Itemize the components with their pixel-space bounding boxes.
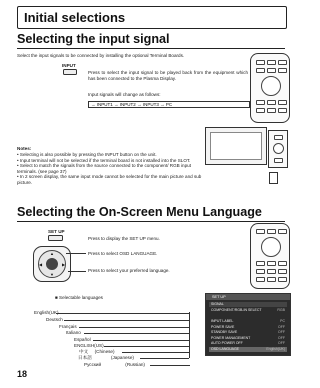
callout-line — [93, 340, 189, 341]
remote-button — [278, 277, 287, 282]
remote-button — [256, 108, 265, 113]
input-press-text: Press to select the input signal to be played back from the equipment which has been connected to the Plasma Display. — [88, 70, 248, 81]
unit-power-switch — [269, 172, 278, 184]
osd-row-component: COMPONENT/RGB-IN SELECT RGB — [211, 307, 285, 312]
unit-button — [274, 135, 283, 140]
note-item: • Input terminal will not be selected if the terminal board is not installed into the SLOT. — [17, 157, 191, 163]
unit-input-button — [273, 143, 284, 154]
remote-button — [278, 100, 287, 105]
callout-line — [56, 313, 189, 314]
callout-line — [150, 365, 190, 366]
osd-row-auto-power-off: AUTO POWER OFF OFF — [211, 341, 285, 345]
lang-italiano: Italiano — [66, 330, 81, 335]
osd-row-power-save: POWER SAVE OFF — [211, 324, 285, 329]
left-arrow-icon: ◀ — [39, 262, 43, 267]
osd-row-osd-language: OSD LANGUAGE English(UK) — [211, 346, 285, 351]
osd-row-input-label: INPUT LABEL PC — [211, 319, 285, 323]
notes-list — [17, 152, 202, 186]
remote-button — [256, 261, 265, 266]
right-arrow-icon: ▶ — [62, 262, 66, 267]
callout-line — [64, 320, 189, 321]
callout-line — [79, 327, 189, 328]
lang-english-uk: English(UK) — [34, 310, 59, 315]
lang-english-us: ENGLISH(US) — [74, 343, 104, 348]
osd-row-standby-save: STANDBY SAVE OFF — [211, 330, 285, 334]
remote-button — [278, 108, 287, 113]
input-change-text: Input signals will change as follows: — [88, 92, 161, 97]
section1-divider — [17, 48, 285, 49]
page-title-box — [17, 6, 287, 29]
plasma-display-illustration — [205, 127, 267, 165]
remote-button — [267, 229, 276, 234]
remote-button — [267, 277, 276, 282]
remote-button — [278, 68, 287, 73]
remote-button — [256, 229, 265, 234]
setup-step3: Press to select your preferred language. — [88, 268, 170, 273]
remote-button — [278, 261, 287, 266]
language-bracket-line — [189, 312, 190, 358]
remote-button — [256, 60, 265, 65]
input-button-label: INPUT — [62, 63, 76, 68]
section1-title: Selecting the input signal — [17, 32, 170, 46]
page-title: Initial selections — [24, 10, 126, 25]
callout-line — [140, 358, 189, 359]
setup-menu-screenshot — [205, 293, 291, 356]
input-sequence: → INPUT1 → INPUT2 → INPUT3 → PC — [88, 101, 250, 108]
up-arrow-icon: ▲ — [50, 251, 54, 256]
display-screen — [210, 132, 262, 160]
notes-title: Notes: — [17, 146, 32, 151]
sequence-item-3: INPUT3 — [142, 102, 159, 107]
sequence-item-2: INPUT2 — [119, 102, 136, 107]
sequence-item-1: INPUT1 — [96, 102, 113, 107]
remote-button — [256, 277, 265, 282]
remote-button — [267, 100, 276, 105]
note-item: • In 2 screen display, the same input mode cannot be selected for the main picture and sub picture. — [17, 174, 202, 185]
callout-line — [68, 271, 86, 272]
remote-control-illustration — [250, 53, 290, 123]
remote-dpad — [261, 237, 281, 257]
lang-russian: Русский (Russian) — [84, 362, 145, 367]
setup-button[interactable] — [48, 235, 63, 241]
note-item: • Select to match the signals from the source connected to the component/ RGB input terminals. (see page 37) — [17, 163, 191, 174]
input-button[interactable] — [63, 69, 77, 75]
remote-button — [278, 269, 287, 274]
remote-button — [267, 261, 276, 266]
osd-row-power-management: POWER MANAGEMENT OFF — [211, 335, 285, 340]
section1-intro: Select the input signals to be connected by installing the optional Terminal Boards. — [17, 53, 185, 58]
setup-step1: Press to display the SET UP menu. — [88, 236, 160, 241]
remote-button — [256, 68, 265, 73]
setup-menu-header: SET UP — [206, 294, 290, 300]
section2-title: Selecting the On-Screen Menu Language — [17, 205, 262, 219]
callout-line — [104, 346, 189, 347]
lang-deutsch: Deutsch — [46, 317, 63, 322]
callout-line — [84, 333, 189, 334]
remote-button — [267, 68, 276, 73]
direction-pad-illustration — [33, 246, 71, 282]
sequence-item-4: PC — [165, 102, 173, 107]
remote-button — [267, 108, 276, 113]
page-number: 18 — [17, 369, 28, 379]
lang-francais: Français — [59, 324, 77, 329]
note-item: • Selecting is also possible by pressing the INPUT button on the unit. — [17, 152, 157, 157]
remote-button — [278, 60, 287, 65]
remote-button — [267, 60, 276, 65]
remote-button — [256, 269, 265, 274]
setup-button-label: SET UP — [48, 229, 65, 234]
callout-line — [122, 352, 189, 353]
unit-control-panel — [268, 130, 288, 168]
lang-chinese: 中文 (Chinese) — [79, 349, 115, 354]
remote-control-illustration-2 — [250, 223, 290, 289]
down-arrow-icon: ▼ — [50, 272, 54, 277]
remote-button — [267, 269, 276, 274]
remote-dpad — [261, 76, 281, 96]
action-button — [46, 258, 58, 270]
remote-button — [278, 229, 287, 234]
setup-step2: Press to select OSD LANGUAGE. — [88, 251, 158, 256]
unit-button — [274, 158, 283, 163]
remote-button — [256, 100, 265, 105]
lang-espanol: Español — [74, 337, 91, 342]
languages-title: ■ Selectable languages — [55, 295, 103, 300]
osd-row-signal: SIGNAL — [209, 302, 287, 307]
callout-line — [66, 253, 86, 254]
section2-divider — [17, 221, 285, 222]
lang-japanese: 日本語 (Japanese) — [78, 355, 134, 360]
